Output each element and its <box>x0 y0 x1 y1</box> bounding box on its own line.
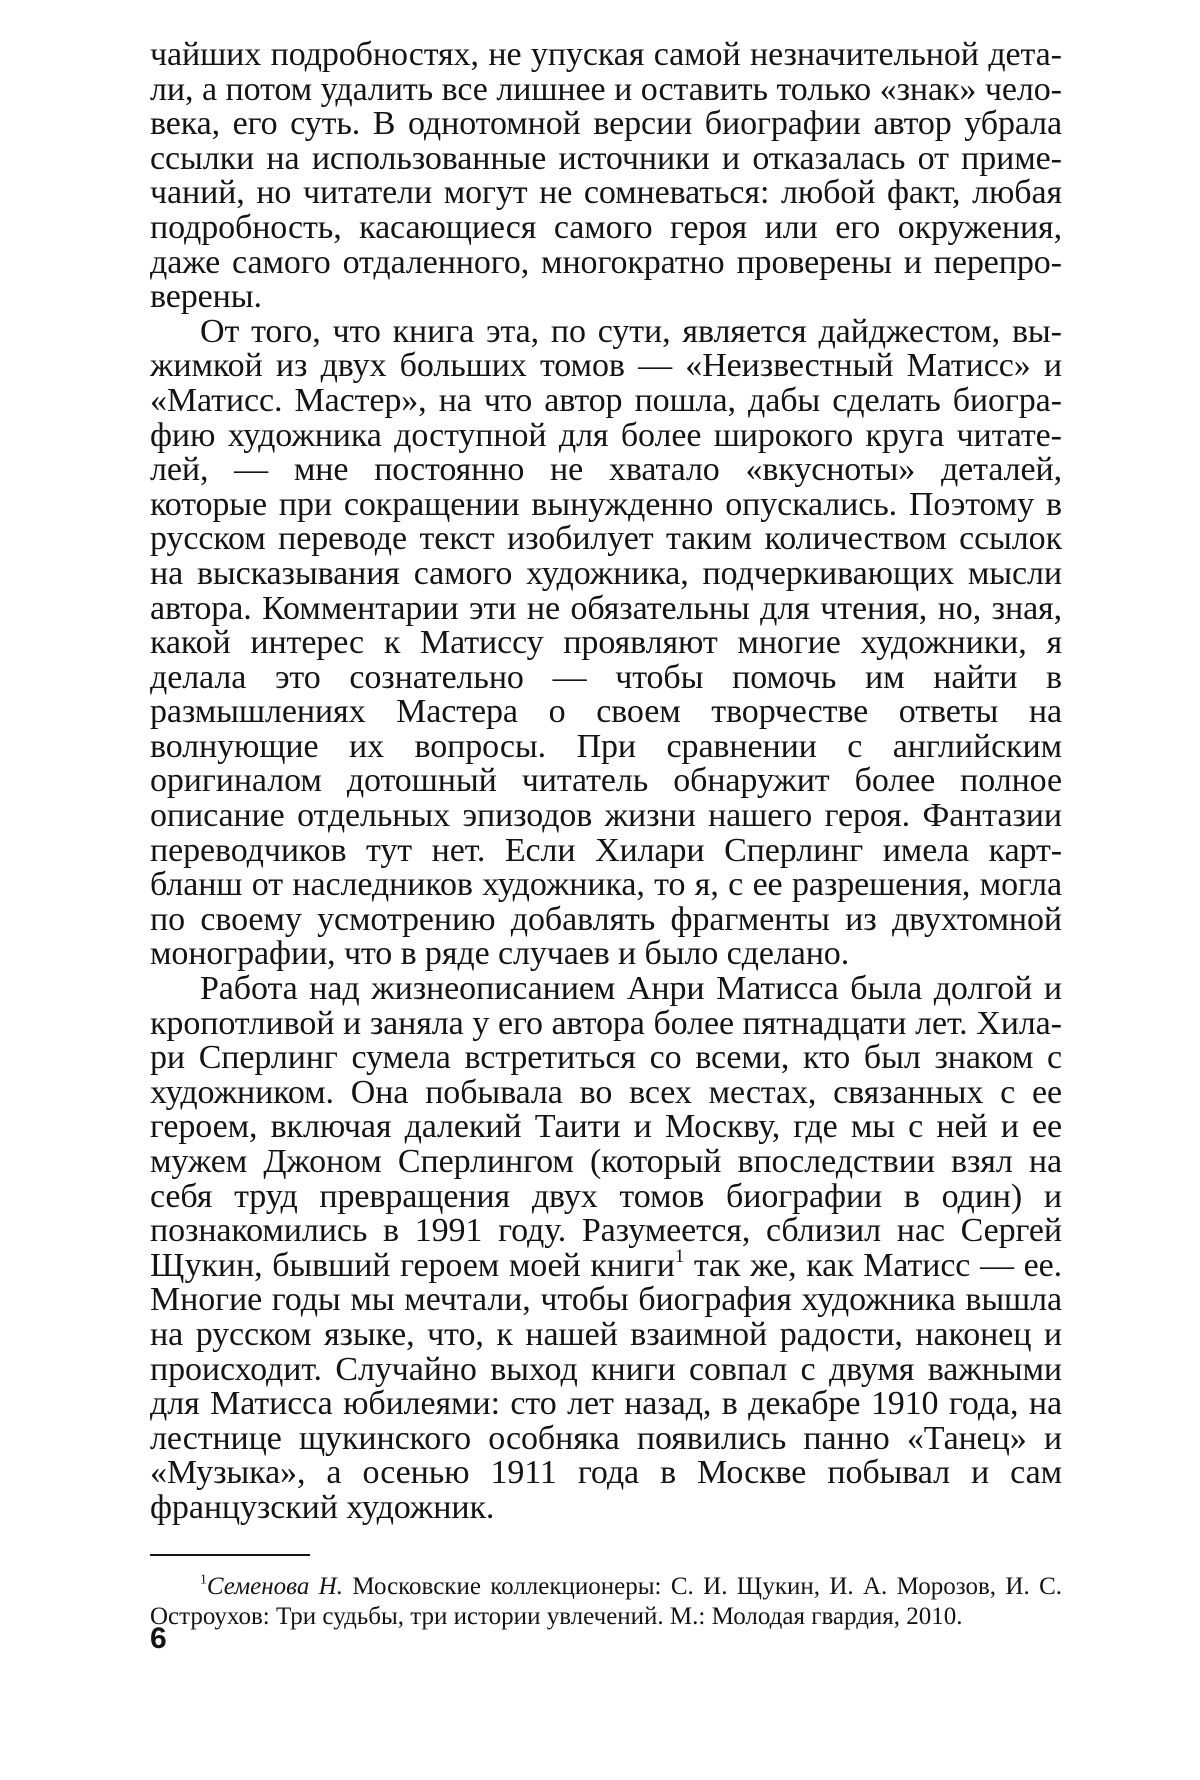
footnotes <box>150 1572 1062 1632</box>
footnote-1 <box>150 1572 1062 1632</box>
paragraph-1: чайших подробностях, не упуская самой незначительной детали, а потом удалить все лишнее и оставить только «знак» человека, его суть. В однотомной версии биографии автор убрала ссылки на использованные источники и отказалась от примечаний, но читатели могут не сомневаться: любой факт, любая подробность, касающиеся самого героя или его окружения, даже самого отдаленного, многократно проверены и перепроверены. <box>150 36 1062 316</box>
paragraph-3-text-after: так же, как Матисс — ее. Многие годы мы мечтали, чтобы биография художника вышла на русском языке, что, к нашей взаимной радости, наконец и происходит. Случайно выход книги совпал с двумя важными для Матисса юбилеями: сто лет назад, в декабре 1910 года, на лестнице щукинского особняка появились панно «Танец» и «Музыка», а осенью 1911 года в Москве побывал и сам французский художник. <box>150 1246 1062 1526</box>
body-text <box>150 38 1062 1526</box>
page-number: 6 <box>150 1622 167 1655</box>
footnote-reference[interactable]: 1 <box>674 1245 685 1267</box>
page-content <box>150 38 1062 1632</box>
footnote-author: Семенова Н. <box>206 1572 343 1600</box>
footnote-text: Московские коллекционеры: С. И. Щукин, И. А. Морозов, И. С. Остроухов: Три судьбы, три истории увлечений. М.: Молодая гвардия, 2010. <box>150 1572 1062 1630</box>
paragraph-3-text-before: Работа над жизнеописанием Анри Матисса была долгой и кропотливой и заняла у его автора более пятнадцати лет. Хилари Сперлинг сумела встретиться со всеми, кто был знаком с художником. Она побывала во всех местах, связанных с ее героем, включая далекий Таити и Москву, где мы с ней и ее мужем Джоном Сперлингом (который впоследствии взял на себя труд превращения двух томов биографии в один) и познакомились в 1991 году. Разумеется, сблизил нас Сергей Щукин, бывший героем моей книги <box>150 970 1062 1284</box>
paragraph-3 <box>150 972 1062 1526</box>
paragraph-2: От того, что книга эта, по сути, является дайджестом, выжимкой из двух больших томов — «Неизвестный Матисс» и «Матисс. Мастер», на что автор пошла, дабы сделать биографию художника доступной для более широкого круга читателей, — мне постоянно не хватало «вкусноты» деталей, которые при сокращении вынужденно опускались. Поэтому в русском переводе текст изобилует таким количеством ссылок на высказывания самого художника, подчеркивающих мысли автора. Комментарии эти не обязательны для чтения, но, зная, какой интерес к Матиссу проявляют многие художники, я делала это сознательно — чтобы помочь им найти в размышлениях Мастера о своем творчестве ответы на волнующие их вопросы. При сравнении с английским оригиналом дотошный читатель обнаружит более полное описание отдельных эпизодов жизни нашего героя. Фантазии переводчиков тут нет. Если Хилари Сперлинг имела карт-бланш от наследников художника, то я, с ее разрешения, могла по своему усмотрению добавлять фрагменты из двухтомной монографии, что в ряде случаев и было сделано. <box>150 312 1062 973</box>
footnote-number: 1 <box>200 1571 207 1587</box>
footnote-divider <box>150 1554 310 1556</box>
